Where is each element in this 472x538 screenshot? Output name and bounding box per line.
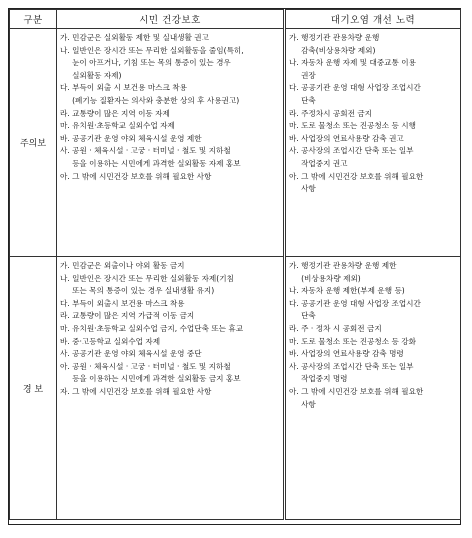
air-pollution-response-table: [9, 9, 461, 520]
list-item: 다. 부득이 외출 시 보건용 마스크 착용 (폐기능 질환자는 의사와 충분한 상의 후 사용권고): [60, 83, 240, 105]
header-row: [10, 10, 461, 29]
level-label: 주의보: [10, 29, 57, 257]
list-item: 나. 일반인은 장시간 또는 무리한 실외활동을 줄임(특히, 눈이 아프거나, 기침 또는 목의 통증이 있는 경우 실외활동 자제): [60, 45, 244, 80]
header-citizen-health: 시민 건강보호: [57, 10, 285, 29]
list-item: 바. 사업장의 연료사용량 감축 명령: [289, 349, 404, 359]
list-item: 마. 유치원·초등학교 실외수업 자제: [60, 121, 175, 131]
list-item: 라. 주정차시 공회전 금지: [289, 108, 373, 118]
table-row-warning: [10, 257, 461, 520]
list-item: 사. 공원 · 체육시설 · 고궁 · 터미널 · 철도 및 지하철 등을 이용하는 시민에게 과격한 실외활동 자제 홍보: [60, 146, 241, 168]
list-item: 마. 도로 물청소 또는 진공청소 등 강화: [289, 336, 416, 346]
header-pollution-effort: 대기오염 개선 노력: [285, 10, 461, 29]
list-item: 다. 공공기관 운영 대형 사업장 조업시간 단축: [289, 83, 421, 105]
list-item: 다. 부득이 외출시 보건용 마스크 착용: [60, 298, 185, 308]
table-row-advisory: [10, 29, 461, 257]
list-item: 아. 그 밖에 시민건강 보호를 위해 필요한 사항: [289, 171, 424, 194]
effort-measures-list: [286, 257, 460, 411]
list-item: 마. 유치원·초등학교 실외수업 금지, 수업단축 또는 휴교: [60, 323, 244, 333]
level-label: 경 보: [10, 257, 57, 520]
list-item: 라. 교통량이 많은 지역 가급적 이동 금지: [60, 311, 195, 321]
effort-measures-list: [286, 29, 460, 196]
citizen-measures-cell: [57, 257, 285, 520]
list-item: 가. 민감군은 실외활동 제한 및 실내생활 권고: [60, 33, 209, 42]
list-item: 바. 사업장의 연료사용량 감축 권고: [289, 133, 404, 143]
list-item: 사. 공공기관 운영 야외 체육시설 운영 중단: [60, 349, 202, 359]
list-item: 마. 도로 물청소 또는 진공청소 등 시행: [289, 121, 416, 131]
list-item: 라. 주 · 정차 시 공회전 금지: [289, 323, 382, 333]
list-item: 아. 공원 · 체육시설 · 고궁 · 터미널 · 철도 및 지하철 등을 이용하는 시민에게 과격한 실외활동 금지 홍보: [60, 361, 241, 384]
list-item: 바. 중·고등학교 실외수업 자제: [60, 336, 161, 346]
citizen-measures-list: [57, 257, 283, 399]
list-item: 가. 행정기관 관용차량 운행 감축(비상용차량 제외): [289, 33, 380, 55]
list-item: 가. 행정기관 관용차량 운행 제한 (비상용차량 제외): [289, 261, 397, 283]
list-item: 나. 자동차 운행 제한(부제 운행 등): [289, 286, 405, 296]
list-item: 자. 그 밖에 시민건강 보호를 위해 필요한 사항: [60, 386, 212, 396]
list-item: 나. 일반인은 장시간 또는 무리한 실외활동 자제(기침 또는 목의 통증이 있는 경우 실내생활 유지): [60, 273, 234, 296]
list-item: 아. 그 밖에 시민건강 보호를 위해 필요한 사항: [289, 386, 424, 409]
list-item: 바. 공공기관 운영 야외 체육시설 운영 제한: [60, 133, 202, 143]
list-item: 나. 자동차 운행 자제 및 대중교통 이용 권장: [289, 58, 416, 80]
list-item: 사. 공사장의 조업시간 단축 또는 일부 작업중지 명령: [289, 361, 414, 384]
effort-measures-cell: [285, 29, 461, 257]
list-item: 가. 민감군은 외출이나 야외 활동 금지: [60, 261, 185, 270]
list-item: 사. 공사장의 조업시간 단축 또는 일부 작업중지 권고: [289, 146, 414, 168]
effort-measures-cell: [285, 257, 461, 520]
document-frame: [8, 8, 461, 525]
list-item: 다. 공공기관 운영 대형 사업장 조업시간 단축: [289, 298, 421, 321]
header-category: 구분: [10, 10, 57, 29]
list-item: 아. 그 밖에 시민건강 보호를 위해 필요한 사항: [60, 171, 212, 181]
citizen-measures-cell: [57, 29, 285, 257]
citizen-measures-list: [57, 29, 283, 183]
list-item: 라. 교통량이 많은 지역 이동 자제: [60, 108, 170, 118]
